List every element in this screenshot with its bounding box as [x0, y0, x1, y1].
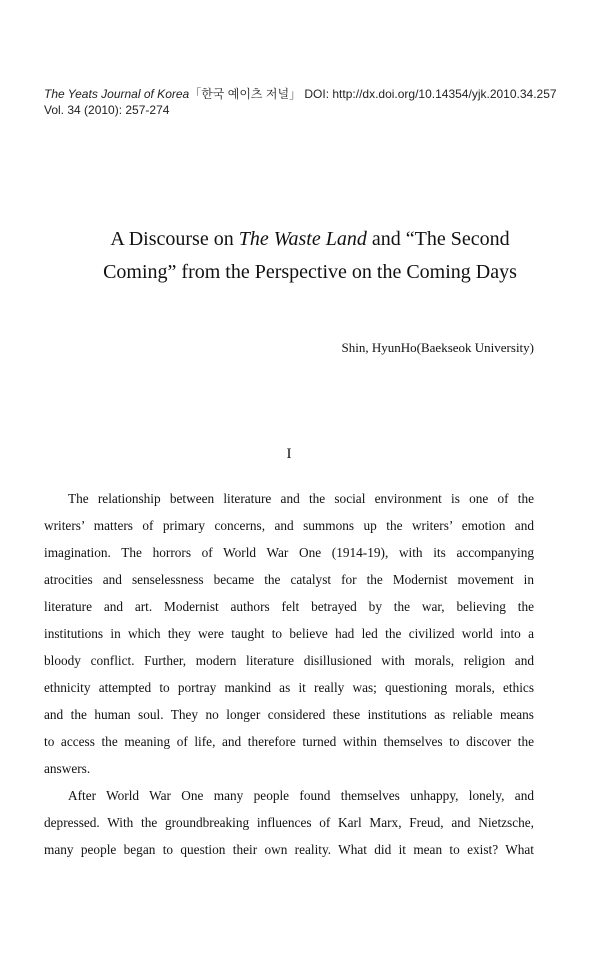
- paper-title: [40, 223, 580, 289]
- body-line: ethnicity attempted to portray mankind as it really was; questioning morals, ethics: [44, 680, 534, 695]
- volume-info: Vol. 34 (2010): 257-274: [44, 103, 170, 117]
- body-line: atrocities and senselessness became the catalyst for the Modernist movement in: [44, 572, 534, 587]
- body-line: answers.: [44, 761, 91, 776]
- journal-name: The Yeats Journal of Korea: [44, 87, 190, 101]
- journal-citation-line: [44, 86, 564, 102]
- body-line: bloody conflict. Further, modern literature disillusioned with morals, religion and: [44, 653, 534, 668]
- body-line: literature and art. Modernist authors felt betrayed by the war, believing the: [44, 599, 534, 614]
- body-line: After World War One many people found themselves unhappy, lonely, and: [68, 788, 534, 803]
- body-line: The relationship between literature and the social environment is one of the: [68, 491, 534, 506]
- body-line: depressed. With the groundbreaking influences of Karl Marx, Freud, and Nietzsche,: [44, 815, 534, 830]
- body-line: to access the meaning of life, and therefore turned within themselves to discover the: [44, 734, 534, 749]
- body-line: and the human soul. They no longer considered these institutions as reliable means: [44, 707, 534, 722]
- doi-link[interactable]: DOI: http://dx.doi.org/10.14354/yjk.2010.34.257: [301, 87, 557, 101]
- title-text: and “The Second: [366, 228, 510, 250]
- body-line: imagination. The horrors of World War One (1914-19), with its accompanying: [44, 545, 534, 560]
- body-line: many people began to question their own reality. What did it mean to exist? What: [44, 842, 534, 857]
- body-text: [44, 485, 534, 863]
- title-line-1: [40, 223, 580, 256]
- body-line: institutions in which they were taught to believe had led the civilized world into a: [44, 626, 534, 641]
- title-italic-work: The Waste Land: [238, 228, 367, 250]
- title-text: A Discourse on: [110, 228, 239, 250]
- section-heading: I: [286, 446, 292, 462]
- body-line: writers’ matters of primary concerns, and summons up the writers’ emotion and: [44, 518, 534, 533]
- author-affiliation: Shin, HyunHo(Baekseok University): [341, 340, 534, 355]
- title-line-2: Coming” from the Perspective on the Coming Days: [103, 261, 517, 283]
- journal-header: [44, 86, 564, 118]
- journal-korean-name: 「한국 예이츠 저널」: [189, 87, 302, 101]
